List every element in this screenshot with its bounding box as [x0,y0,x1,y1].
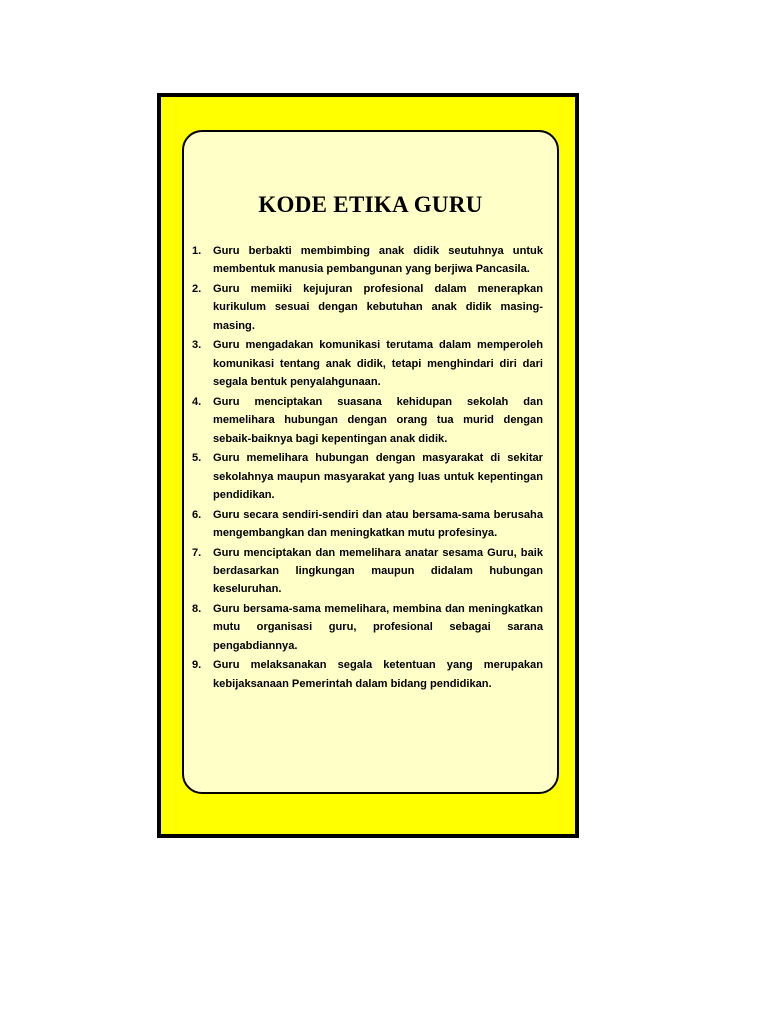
item-text: Guru secara sendiri-sendiri dan atau bersama-sama berusaha mengembangkan dan meningkatkan mutu profesinya. [213,508,543,540]
item-number: 2. [192,283,202,295]
list-item [192,544,543,599]
list-item [192,280,543,335]
list-item [192,600,543,655]
item-number: 3. [192,339,202,352]
item-number: 7. [192,546,202,559]
item-text: Guru menciptakan suasana kehidupan sekolah dan memelihara hubungan dengan orang tua murid dengan sebaik-baiknya bagi kepentingan anak didik. [213,395,543,445]
ethics-list [192,242,543,694]
document-title: KODE ETIKA GURU [258,192,483,217]
item-number: 9. [192,659,202,672]
item-text: Guru memelihara hubungan dengan masyarakat di sekitar sekolahnya maupun masyarakat yang luas untuk kepentingan pendidikan. [213,452,543,502]
list-item [192,506,543,543]
poster-frame [157,93,579,838]
item-text: Guru melaksanakan segala ketentuan yang merupakan kebijaksanaan Pemerintah dalam bidang pendidikan. [213,659,543,690]
content-card [182,130,559,794]
list-item [192,336,543,391]
item-number: 6. [192,508,202,521]
list-item [192,393,543,448]
item-text: Guru memiiki kejujuran profesional dalam menerapkan kurikulum sesuai dengan kebutuhan anak didik masing-masing. [213,283,543,332]
item-number: 8. [192,603,202,616]
item-number: 1. [192,245,202,257]
item-text: Guru berbakti membimbing anak didik seutuhnya untuk membentuk manusia pembangunan yang berjiwa Pancasila. [213,245,543,276]
list-item [192,656,543,693]
item-number: 5. [192,452,202,465]
item-number: 4. [192,395,202,408]
item-text: Guru menciptakan dan memelihara anatar sesama Guru, baik berdasarkan lingkungan maupun didalam hubungan keseluruhan. [213,546,543,596]
item-text: Guru bersama-sama memelihara, membina dan meningkatkan mutu organisasi guru, profesional sebagai sarana pengabdiannya. [213,603,543,652]
item-text: Guru mengadakan komunikasi terutama dalam memperoleh komunikasi tentang anak didik, tetapi menghindari diri dari segala bentuk penyalahgunaan. [213,339,543,389]
list-item [192,449,543,504]
list-item [192,242,543,279]
